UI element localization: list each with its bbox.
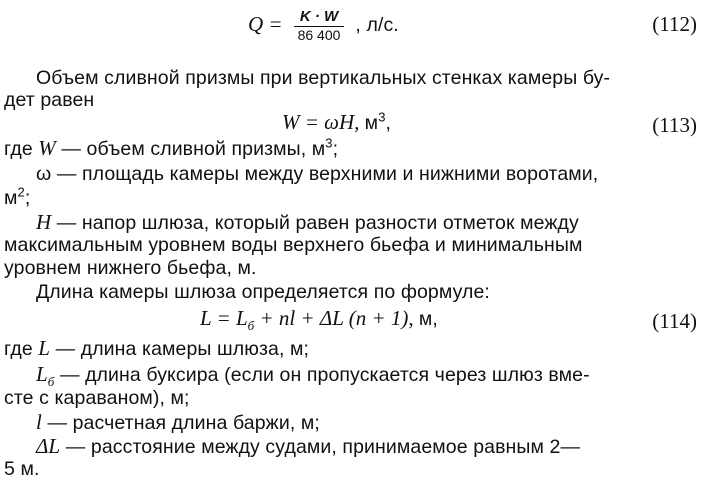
- def-omega-tail: ;: [24, 187, 31, 209]
- def-omega-sup: 2: [17, 184, 25, 200]
- def-l-text: — длина камеры шлюза, м;: [55, 338, 310, 360]
- def-w-sup: 3: [325, 135, 333, 151]
- eq113-unit-sup: 3: [378, 109, 386, 125]
- def-h-symbol: H: [36, 210, 52, 234]
- def-h-line3: уровнем нижнего бьефа, м.: [4, 257, 257, 279]
- def-l: [4, 336, 309, 361]
- def-h-line2: максимальным уровнем воды верхнего бьефа и минимальным: [4, 234, 583, 256]
- para1-line2: дет равен: [4, 89, 95, 111]
- def-lb-symbol-base: L: [36, 362, 48, 386]
- def-l-symbol: L: [38, 336, 51, 360]
- def-w-symbol: W: [38, 136, 56, 160]
- def-lb-symbol-sub: б: [47, 374, 55, 390]
- eq114-formula-a: [200, 306, 255, 334]
- eq114-formula-a-text: L = L: [200, 306, 248, 330]
- def-dl-text: — расстояние между судами, принимаемое равным 2—: [65, 436, 581, 458]
- def-omega-line1: ω — площадь камеры между верхними и нижними воротами,: [36, 163, 599, 185]
- def-h-text: — напор шлюза, который равен разности отметок между: [56, 212, 579, 234]
- eq114-number: (114): [652, 309, 697, 333]
- def-lb-line1: [36, 362, 590, 390]
- eq112-fraction: [294, 8, 344, 44]
- def-w-tail: ;: [332, 138, 339, 160]
- eq112-unit: , л/с.: [355, 13, 399, 36]
- equation-114: [200, 306, 438, 334]
- eq114-formula-sub: б: [247, 318, 255, 334]
- eq112-numerator: K · W: [294, 8, 344, 27]
- eq113-unit-tail: ,: [385, 112, 392, 134]
- def-lb-line2: сте с караваном), м;: [4, 387, 190, 409]
- def-dl-symbol: ΔL: [36, 434, 61, 458]
- def-ll-symbol: l: [36, 410, 42, 434]
- eq113-formula: W = ωH,: [282, 110, 360, 134]
- def-omega-unit: м: [4, 187, 18, 209]
- para2-line1: Длина камеры шлюза определяется по формуле:: [36, 281, 490, 303]
- eq113-number: (113): [652, 113, 697, 137]
- eq112-denominator: 86 400: [297, 27, 341, 43]
- def-dl-line1: [36, 434, 580, 459]
- eq112-lhs: Q =: [248, 11, 283, 36]
- def-w-prefix: где: [4, 138, 33, 160]
- equation-112: [248, 8, 399, 44]
- def-lb-text: — длина буксира (если он пропускается через шлюз вме-: [59, 364, 590, 386]
- eq113-unit: [364, 109, 392, 134]
- eq114-formula-b: + nl + ΔL (n + 1),: [259, 306, 414, 330]
- eq114-unit: м,: [418, 308, 438, 330]
- def-ll: [36, 410, 320, 435]
- equation-113: [282, 110, 391, 135]
- def-w: [4, 136, 338, 161]
- def-lb-symbol: [36, 362, 55, 390]
- eq112-number: (112): [652, 12, 697, 36]
- eq113-unit-base: м: [364, 112, 379, 134]
- para1-line1: Объем сливной призмы при вертикальных стенках камеры бу-: [36, 67, 611, 89]
- def-w-text: — объем сливной призмы, м: [61, 138, 326, 160]
- def-omega-line2: [4, 186, 30, 210]
- def-ll-text: — расчетная длина баржи, м;: [47, 412, 320, 434]
- def-h-line1: [36, 210, 579, 235]
- def-l-prefix: где: [4, 338, 33, 360]
- def-dl-line2: 5 м.: [4, 458, 40, 480]
